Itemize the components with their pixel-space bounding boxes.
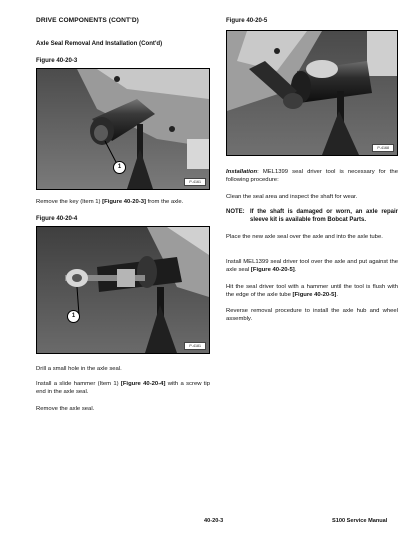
left-paragraph-4: Remove the axle seal. xyxy=(36,406,95,412)
page-number: 40-20-3 xyxy=(204,518,224,524)
note-text: If the shaft is damaged or worn, an axle repair sleeve kit is available from Bobcat Parts. xyxy=(250,209,398,223)
section-title: DRIVE COMPONENTS (CONT'D) xyxy=(36,17,139,24)
figure-4-callout: 1 xyxy=(67,310,80,323)
figure-4-code: P-4181 xyxy=(184,342,206,350)
left-paragraph-2: Drill a small hole in the axle seal. xyxy=(36,366,122,372)
figure-5-code: P-4168 xyxy=(372,144,394,152)
note-label: NOTE: xyxy=(226,209,245,215)
figure-3-callout: 1 xyxy=(113,161,126,174)
figure-4-photo xyxy=(36,226,210,354)
figure-3-label: Figure 40-20-3 xyxy=(36,57,78,64)
right-paragraph-5: Reverse removal procedure to install the axle hub and wheel assembly. xyxy=(226,308,398,323)
right-paragraph-3: Install MEL1399 seal driver tool over the axle and put against the axle seal [Figure 40-20-5]. xyxy=(226,259,398,274)
figure-5-photo xyxy=(226,30,398,156)
left-paragraph-1: Remove the key (Item 1) [Figure 40-20-3] from the axle. xyxy=(36,199,184,205)
note-block xyxy=(226,208,398,224)
figure-3-photo xyxy=(36,68,210,190)
seal-driver-photo-illustration xyxy=(227,31,397,155)
left-paragraph-3: Install a slide hammer (Item 1) [Figure 40-20-4] with a screw tip end in the axle seal. xyxy=(36,381,210,396)
manual-title: S100 Service Manual xyxy=(332,518,388,524)
right-paragraph-1: Clean the seal area and inspect the shaft for wear. xyxy=(226,194,358,200)
slide-hammer-photo-illustration xyxy=(37,227,209,353)
figure-5-label: Figure 40-20-5 xyxy=(226,17,268,24)
right-paragraph-2: Place the new axle seal over the axle and into the axle tube. xyxy=(226,234,383,240)
right-paragraph-4: Hit the seal driver tool with a hammer until the tool is flush with the edge of the axle tube [Figure 40-20-5]. xyxy=(226,284,398,299)
subsection-title: Axle Seal Removal And Installation (Cont'd) xyxy=(36,40,163,47)
figure-3-code: P-4161 xyxy=(184,178,206,186)
installation-intro: Installation: MEL1399 seal driver tool is necessary for the following procedure: xyxy=(226,169,398,184)
figure-4-label: Figure 40-20-4 xyxy=(36,215,78,222)
